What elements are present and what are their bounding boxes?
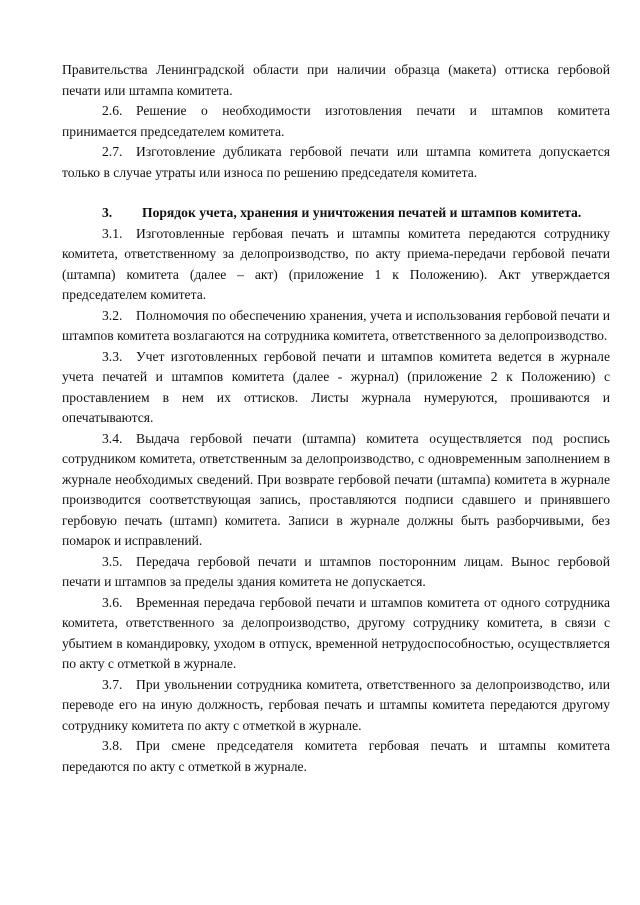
clause-number: 3.8. <box>102 738 123 753</box>
clause-3-7 <box>62 675 610 737</box>
clause-2-7 <box>62 142 610 183</box>
clause-3-2 <box>62 306 610 347</box>
clause-number: 2.6. <box>102 103 123 118</box>
intro-paragraph: Правительства Ленинградской области при наличии образца (макета) оттиска гербовой печати или штампа комитета. <box>62 62 610 98</box>
clause-text: Выдача гербовой печати (штампа) комитета осуществляется под роспись сотрудником комитета, ответственным за делопроизводство, с одновременным заполнением в журнале необходимых сведений. При возврате гербовой печати (штампа) комитета в журнале производится соответствующая запись, проставляются подписи сдавшего и принявшего гербовую печать (штамп) комитета. Записи в журнале должны быть разборчивыми, без помарок и исправлений. <box>62 430 610 548</box>
clause-number: 3.6. <box>102 594 123 610</box>
clause-3-8 <box>62 736 610 777</box>
clause-text: Передача гербовой печати и штампов посторонним лицам. Вынос гербовой печати и штампов за пределы здания комитета не допускается. <box>62 553 610 589</box>
clause-3-1 <box>62 224 610 306</box>
clause-text: Полномочия по обеспечению хранения, учета и использования гербовой печати и штампов комитета возлагаются на сотрудника комитета, ответственного за делопроизводство. <box>62 307 610 343</box>
clause-3-3 <box>62 347 610 429</box>
clause-text: При смене председателя комитета гербовая печать и штампы комитета передаются по акту с отметкой в журнале. <box>62 738 610 774</box>
clause-number: 3.5. <box>102 553 123 569</box>
section-number: 3. <box>102 205 113 220</box>
section-title: Порядок учета, хранения и уничтожения печатей и штампов комитета. <box>142 205 582 220</box>
clause-number: 3.2. <box>102 307 123 323</box>
clause-3-6 <box>62 593 610 675</box>
clause-text: Решение о необходимости изготовления печати и штампов комитета принимается председателем комитета. <box>62 103 610 139</box>
clause-text: Изготовление дубликата гербовой печати или штампа комитета допускается только в случае утраты или износа по решению председателя комитета. <box>62 144 610 180</box>
clause-number: 3.1. <box>102 225 123 241</box>
clause-text: Временная передача гербовой печати и штампов комитета от одного сотрудника комитета, ответственного за делопроизводство, другому сотруднику комитета, в связи с убытием в командировку, уходом в отпуск, временной нетрудоспособностью, осуществляется по акту с отметкой в журнале. <box>62 594 610 671</box>
document-page <box>62 60 610 777</box>
clause-3-5 <box>62 552 610 593</box>
clause-text: Изготовленные гербовая печать и штампы комитета передаются сотруднику комитета, ответственному за делопроизводство, по акту приема-передачи гербовой печати (штампа) комитета (далее – акт) (приложение 1 к Положению). Акт утверждается председателем комитета. <box>62 225 610 302</box>
clause-text: При увольнении сотрудника комитета, ответственного за делопроизводство, или переводе его на иную должность, гербовая печать и штампы комитета передаются другому сотруднику комитета по акту с отметкой в журнале. <box>62 676 610 733</box>
clause-3-4 <box>62 429 610 552</box>
section-spacer <box>62 183 610 203</box>
section-3-heading <box>62 203 610 224</box>
clause-number: 3.4. <box>102 430 123 446</box>
clause-number: 2.7. <box>102 144 123 159</box>
clause-number: 3.7. <box>102 676 123 692</box>
clause-number: 3.3. <box>102 348 123 364</box>
clause-2-6 <box>62 101 610 142</box>
clause-text: Учет изготовленных гербовой печати и штампов комитета ведется в журнале учета печатей и штампов комитета (далее - журнал) (приложение 2 к Положению) с проставлением в нем их оттисков. Листы журнала нумеруются, прошиваются и опечатываются. <box>62 348 610 425</box>
